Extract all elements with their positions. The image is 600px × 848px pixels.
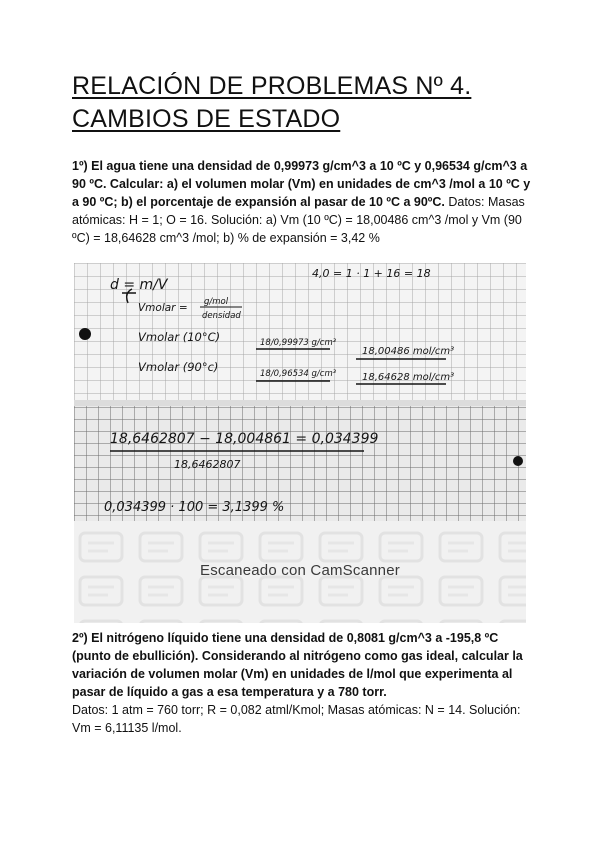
hw-vmolar-90-result: 18,64628 mol/cm³ — [362, 372, 455, 383]
title-line-2: CAMBIOS DE ESTADO — [72, 105, 341, 133]
hw-expansion-line: 18,6462807 − 18,004861 = 0,034399 — [110, 431, 379, 447]
hw-vmolar-10-fraction: 18/0,99973 g/cm³ — [260, 338, 337, 348]
problem-2-statement: 2º) El nitrógeno líquido tiene una densidad de 0,8081 g/cm^3 a -195,8 ºC (punto de ebullición). Considerando al nitrógeno como gas ideal, calcular la variación de volumen molar (Vm) en unidades de l/mol que experimenta al pasar de líquido a gas a esa temperatura y a 780 torr. — [72, 631, 523, 699]
hw-molar-mass: 4,0 = 1 · 1 + 16 = 18 — [312, 267, 431, 280]
scanned-handwritten-solution — [74, 263, 526, 623]
hw-vmolar-numerator: g/mol — [204, 297, 229, 307]
hw-vmolar-90-label: Vmolar (90°c) — [138, 360, 219, 374]
problem-2 — [72, 629, 534, 737]
hw-expansion-denominator: 18,6462807 — [174, 458, 241, 471]
title-line-1: RELACIÓN DE PROBLEMAS Nº 4. — [72, 72, 472, 100]
binder-hole-icon — [79, 328, 91, 340]
camscanner-watermark: Escaneado con CamScanner — [200, 562, 400, 579]
hw-density-formula: d = m/V — [110, 277, 168, 293]
hw-vmolar-90-fraction: 18/0,96534 g/cm³ — [260, 369, 337, 379]
problem-1-data: Datos: Masas atómicas: H = 1; O = 16. Solución: a) Vm (10 ºC) = 18,00486 cm^3 /mol y Vm (90 ºC) = 18,64628 cm^3 /mol; b) % de expansión = 3,42 % — [72, 195, 525, 245]
hw-vmolar-label: Vmolar = — [138, 302, 188, 314]
problem-1-statement: 1º) El agua tiene una densidad de 0,99973 g/cm^3 a 10 ºC y 0,96534 g/cm^3 a 90 ºC. Calcular: a) el volumen molar (Vm) en unidades de cm^3 /mol a 10 ºC y a 90 ºC; b) el porcentaje de expansión al pasar de 10 ºC a 90ºC. — [72, 159, 531, 209]
hw-vmolar-denominator: densidad — [202, 311, 241, 321]
hw-vmolar-10-label: Vmolar (10°C) — [138, 330, 221, 344]
binder-hole-icon — [513, 456, 523, 466]
problem-1 — [72, 157, 534, 247]
hw-vmolar-10-result: 18,00486 mol/cm³ — [362, 346, 455, 357]
hw-percent-line: 0,034399 · 100 = 3,1399 % — [104, 500, 285, 515]
problem-2-data: Datos: 1 atm = 760 torr; R = 0,082 atml/Kmol; Masas atómicas: N = 14. Solución: Vm = 6,11135 l/mol. — [72, 703, 521, 735]
page-title — [72, 70, 542, 136]
